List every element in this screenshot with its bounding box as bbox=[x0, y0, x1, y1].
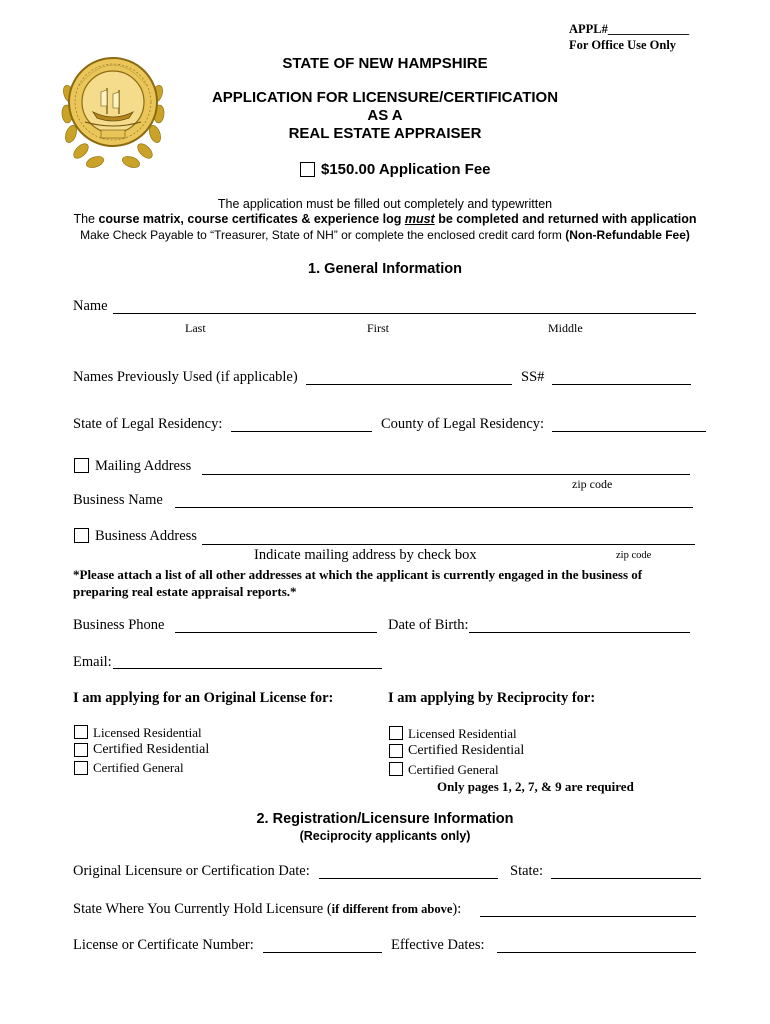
mailing-address-field[interactable] bbox=[202, 474, 690, 475]
county-residency-label: County of Legal Residency: bbox=[381, 416, 545, 432]
original-license-heading: I am applying for an Original License for: bbox=[73, 690, 334, 706]
effective-dates-field[interactable] bbox=[497, 952, 696, 953]
first-name-caption: First bbox=[367, 321, 390, 335]
previous-names-label: Names Previously Used (if applicable) bbox=[73, 369, 298, 385]
application-fee: $150.00 Application Fee bbox=[321, 161, 491, 178]
instruction-line2-pre: The bbox=[73, 212, 99, 226]
instruction-line3-pre: Make Check Payable to “Treasurer, State of NH” or complete the enclosed credit card form bbox=[80, 228, 566, 242]
current-state-label-post: ): bbox=[452, 901, 462, 917]
business-address-field[interactable] bbox=[202, 544, 695, 545]
reciprocity-heading: I am applying by Reciprocity for: bbox=[388, 690, 596, 706]
dob-label: Date of Birth: bbox=[388, 617, 469, 633]
fee-checkbox[interactable] bbox=[300, 162, 315, 177]
form-title-line2: AS A bbox=[367, 107, 403, 124]
last-name-caption: Last bbox=[185, 321, 206, 335]
original-state-label: State: bbox=[510, 863, 544, 879]
pages-required-note: Only pages 1, 2, 7, & 9 are required bbox=[437, 779, 634, 794]
non-refundable-note: (Non-Refundable Fee) bbox=[565, 228, 690, 242]
form-title-line1: APPLICATION FOR LICENSURE/CERTIFICATION bbox=[211, 89, 559, 106]
business-address-checkbox[interactable] bbox=[74, 528, 89, 543]
dob-field[interactable] bbox=[469, 632, 690, 633]
instruction-line2 bbox=[0, 212, 770, 226]
form-title-line3: REAL ESTATE APPRAISER bbox=[288, 125, 482, 142]
original-licensed-residential-label: Licensed Residential bbox=[93, 725, 202, 740]
current-state-label-note: if different from above bbox=[331, 902, 453, 916]
instruction-line3 bbox=[0, 228, 770, 242]
reciprocity-licensed-residential-label: Licensed Residential bbox=[408, 726, 517, 741]
attach-addresses-note-line2: preparing real estate appraisal reports.* bbox=[73, 584, 297, 599]
current-state-label bbox=[73, 901, 461, 918]
reciprocity-certified-general-checkbox[interactable] bbox=[389, 762, 403, 776]
original-state-field[interactable] bbox=[551, 878, 701, 879]
business-phone-label: Business Phone bbox=[73, 617, 165, 633]
state-residency-field[interactable] bbox=[231, 431, 372, 432]
zip-caption-2: zip code bbox=[616, 550, 652, 561]
reciprocity-certified-general-label: Certified General bbox=[408, 762, 499, 777]
original-certified-general-label: Certified General bbox=[93, 760, 184, 775]
previous-names-field[interactable] bbox=[306, 384, 512, 385]
instruction-line2-bold: course matrix, course certificates & experience log bbox=[98, 212, 405, 226]
county-residency-field[interactable] bbox=[552, 431, 706, 432]
office-use-label: For Office Use Only bbox=[569, 38, 677, 52]
instruction-line2-bold-end: be completed and returned with application bbox=[434, 212, 697, 226]
instruction-line1: The application must be filled out completely and typewritten bbox=[217, 197, 553, 211]
business-phone-field[interactable] bbox=[175, 632, 377, 633]
email-label: Email: bbox=[73, 654, 112, 670]
ss-label: SS# bbox=[521, 369, 545, 385]
mailing-address-checkbox[interactable] bbox=[74, 458, 89, 473]
reciprocity-certified-residential-label: Certified Residential bbox=[408, 743, 525, 758]
original-licensure-date-field[interactable] bbox=[319, 878, 498, 879]
reciprocity-certified-residential-checkbox[interactable] bbox=[389, 744, 403, 758]
instruction-must: must bbox=[404, 212, 435, 226]
mailing-address-label: Mailing Address bbox=[95, 458, 192, 474]
indicate-mailing-note: Indicate mailing address by check box bbox=[254, 547, 477, 563]
section2-title: 2. Registration/Licensure Information bbox=[256, 811, 514, 827]
ss-field[interactable] bbox=[552, 384, 691, 385]
state-residency-label: State of Legal Residency: bbox=[73, 416, 223, 432]
original-licensed-residential-checkbox[interactable] bbox=[74, 725, 88, 739]
section2-subtitle: (Reciprocity applicants only) bbox=[299, 829, 471, 843]
name-field[interactable] bbox=[113, 313, 696, 314]
middle-name-caption: Middle bbox=[548, 321, 583, 335]
original-licensure-date-label: Original Licensure or Certification Date: bbox=[73, 863, 310, 879]
effective-dates-label: Effective Dates: bbox=[391, 937, 485, 953]
section1-title: 1. General Information bbox=[308, 261, 462, 277]
business-name-label: Business Name bbox=[73, 492, 163, 508]
original-certified-residential-checkbox[interactable] bbox=[74, 743, 88, 757]
zip-caption-1: zip code bbox=[572, 477, 613, 491]
attach-addresses-note-line1: *Please attach a list of all other addresses at which the applicant is currently engaged in the business of bbox=[73, 567, 643, 582]
business-name-field[interactable] bbox=[175, 507, 693, 508]
current-state-label-pre: State Where You Currently Hold Licensure ( bbox=[73, 901, 332, 917]
email-field[interactable] bbox=[113, 668, 382, 669]
license-number-field[interactable] bbox=[263, 952, 382, 953]
current-state-field[interactable] bbox=[480, 916, 696, 917]
state-heading: STATE OF NEW HAMPSHIRE bbox=[282, 55, 488, 72]
license-number-label: License or Certificate Number: bbox=[73, 937, 254, 953]
original-certified-general-checkbox[interactable] bbox=[74, 761, 88, 775]
appl-number-label: APPL#_____________ bbox=[569, 22, 690, 36]
original-certified-residential-label: Certified Residential bbox=[93, 742, 210, 757]
business-address-label: Business Address bbox=[95, 528, 197, 544]
reciprocity-licensed-residential-checkbox[interactable] bbox=[389, 726, 403, 740]
name-label: Name bbox=[73, 298, 108, 314]
